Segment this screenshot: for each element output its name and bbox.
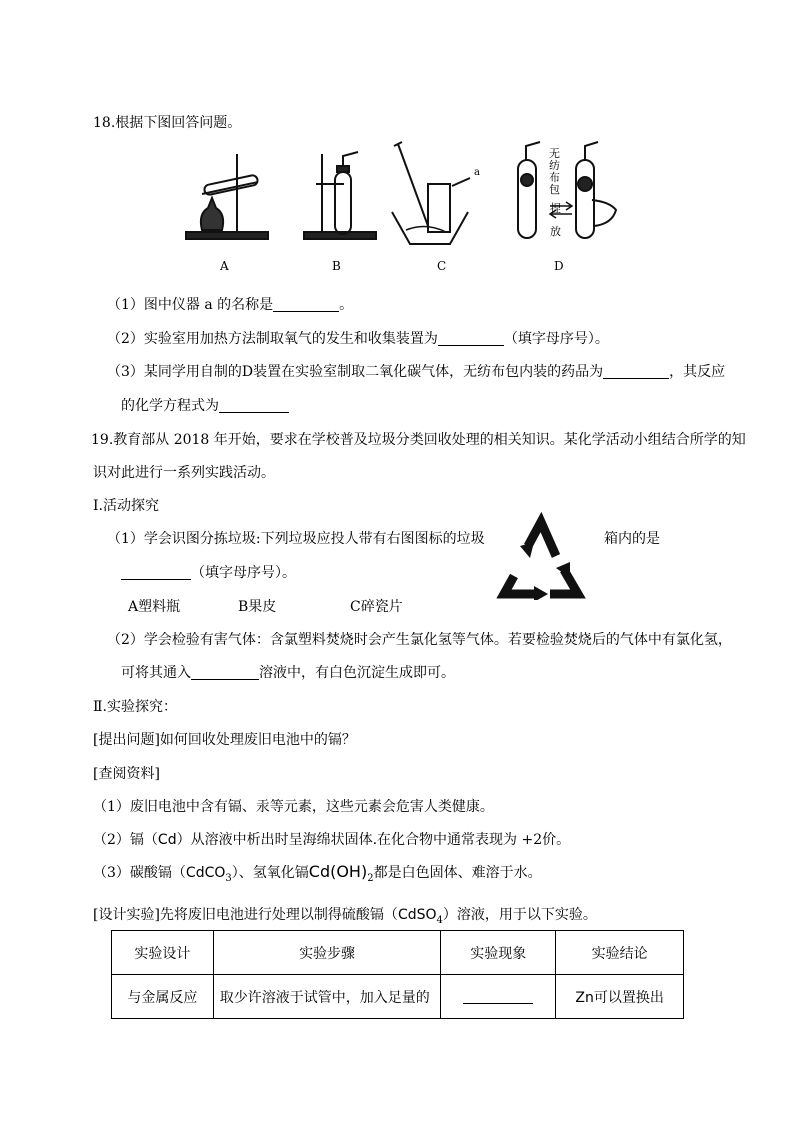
figure-label-d: D [554, 259, 564, 273]
q19-question: [提出问题]如何回收处理废旧电池中的镉？ [93, 732, 356, 748]
q18-part2 [107, 328, 609, 348]
table-cell-step: 取少许溶液于试管中，加入足量的 [213, 975, 441, 1019]
q19-info-1: （1）废旧电池中含有镉、汞等元素，这些元素会危害人类健康。 [93, 799, 494, 815]
q19-part2-suffix: 溶液中，有白色沉淀生成即可。 [259, 665, 455, 681]
q19-info-3-c: 都是白色固体、难溶于水。 [373, 865, 542, 881]
q19-info-2 [93, 829, 570, 849]
q19-info-2-a: （2）镉（ [93, 832, 158, 848]
q19-section1-title: I.活动探究 [93, 498, 159, 514]
q19-section2-title: Ⅱ.实验探究： [93, 699, 177, 715]
table-conclusion-zn: Zn [575, 989, 594, 1006]
figure-c-instrument-label: a [474, 167, 480, 178]
q19-part2-line1: （2）学会检验有害气体：含氯塑料焚烧时会产生氯化氢等气体。若要检验焚烧后的气体中有氯化氢， [107, 632, 732, 648]
q19-info-title: [查阅资料] [93, 766, 160, 782]
q19-info-2-cd: Cd [157, 832, 177, 848]
figure-label-c: C [437, 259, 447, 273]
q19-part1-suffix: 箱内的是 [604, 531, 660, 547]
q19-part1-line2-text: （填字母序号）。 [191, 565, 296, 581]
q19-part1-answer-blank[interactable] [121, 565, 191, 580]
q18-title: 18.根据下图回答问题。 [93, 115, 242, 131]
figure-d-release-label: 放 [550, 225, 561, 238]
q19-part2-line2 [121, 662, 455, 682]
q19-intro-line1: 19.教育部从 2018 年开始，要求在学校普及垃圾分类回收处理的相关知识。某化学活动小组结合所学的知 [91, 432, 746, 448]
figure-label-b: B [332, 259, 341, 273]
q19-info-3-a: （3）碳酸镉（ [93, 865, 186, 881]
experiment-table [111, 930, 684, 1019]
table-cell-design: 与金属反应 [112, 975, 214, 1019]
q19-design-cdso4: CdSO [397, 907, 437, 923]
table-row [112, 975, 684, 1019]
q18-part2-answer-blank[interactable] [438, 331, 504, 346]
q18-part1-suffix: 。 [339, 297, 354, 313]
q18-part3-equation-blank[interactable] [219, 398, 289, 413]
q19-design [93, 904, 597, 926]
table-cell-conclusion [556, 975, 684, 1019]
q19-part1-line2 [121, 562, 296, 582]
q19-info-2-b: ）从溶液中析出时呈海绵状固体.在化合物中通常表现为 +2价。 [176, 832, 571, 848]
q19-info-3-cdco3: CdCO [185, 865, 226, 881]
table-header-phenomenon: 实验现象 [441, 931, 556, 975]
q19-design-b: ）溶液，用于以下实验。 [442, 907, 597, 923]
table-header-conclusion: 实验结论 [556, 931, 684, 975]
figure-d-squeeze-label: 捏 [550, 202, 561, 215]
q19-info-3-cdco3-sub: 3 [225, 873, 232, 884]
q19-part2-answer-blank[interactable] [191, 665, 259, 680]
table-header-row [112, 931, 684, 975]
q19-intro-line2: 识对此进行一系列实践活动。 [93, 465, 275, 481]
q18-part3-line2 [121, 395, 289, 415]
q19-design-a: [设计实验]先将废旧电池进行处理以制得硫酸镉（ [93, 907, 398, 923]
q19-info-3-cdoh2-sub: 2 [367, 873, 374, 884]
q19-option-c: C碎瓷片 [350, 599, 403, 615]
q19-info-3-b: ）、氢氧化镉 [231, 865, 309, 881]
q19-option-a: A塑料瓶 [128, 599, 181, 615]
q18-part3-prefix: （3）某同学用自制的D装置在实验室制取二氧化碳气体，无纺布包内装的药品为 [107, 364, 604, 380]
q18-part2-suffix: （填字母序号）。 [503, 331, 609, 347]
table-header-design: 实验设计 [112, 931, 214, 975]
q19-option-b: B果皮 [238, 599, 277, 615]
figure-label-a: A [220, 259, 229, 273]
q18-part3-equation-label: 的化学方程式为 [121, 398, 219, 414]
q18-part1-prefix: （1）图中仪器 a 的名称是 [107, 297, 274, 313]
table-phenomenon-blank[interactable] [463, 989, 533, 1004]
table-cell-phenomenon [441, 975, 556, 1019]
q18-part2-prefix: （2）实验室用加热方法制取氧气的发生和收集装置为 [107, 331, 438, 347]
q18-part3 [107, 361, 725, 381]
q18-part3-suffix: ，其反应 [669, 364, 726, 380]
q19-design-cdso4-sub: 4 [436, 915, 443, 926]
q18-part1 [107, 294, 353, 314]
q19-part1-prefix: （1）学会识图分拣垃圾:下列垃圾应投人带有右图图标的垃圾 [107, 531, 485, 547]
recycle-icon [494, 512, 588, 600]
q19-part2-prefix: 可将其通入 [121, 665, 191, 681]
table-header-step: 实验步骤 [213, 931, 441, 975]
q18-part3-answer-blank[interactable] [603, 364, 669, 379]
table-conclusion-text: 可以置换出 [593, 989, 664, 1006]
figure-d-bag-label: 无纺布包 [549, 147, 560, 196]
q19-info-3 [93, 862, 542, 884]
q18-part1-answer-blank[interactable] [273, 297, 339, 312]
q19-info-3-cdoh2: Cd(OH) [308, 862, 368, 881]
